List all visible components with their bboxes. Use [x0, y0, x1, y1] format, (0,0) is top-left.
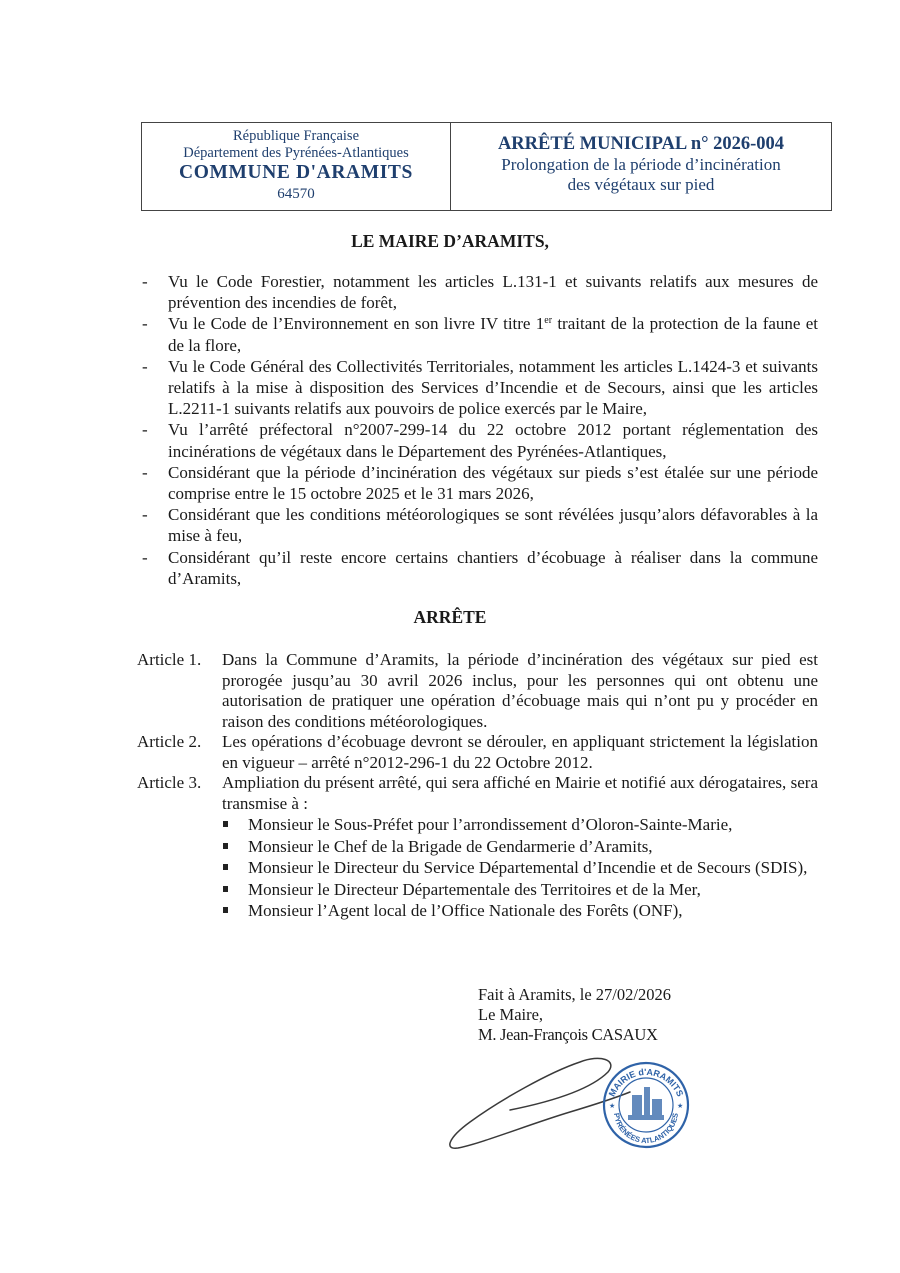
considerant-text: Vu le Code de l’Environnement en son livre IV titre 1	[168, 314, 545, 334]
dash-bullet: -	[142, 272, 148, 291]
recipient-item	[222, 900, 818, 922]
recipient-text: Monsieur le Chef de la Brigade de Gendarmerie d’Aramits,	[248, 836, 653, 856]
stamp-emblem-icon	[628, 1087, 664, 1120]
recipient-text: Monsieur le Directeur du Service Départemental d’Incendie et de Secours (SDIS),	[248, 858, 808, 877]
article-3	[137, 773, 818, 922]
square-bullet-icon	[223, 843, 228, 849]
recipient-item	[222, 879, 818, 901]
signature-and-stamp	[440, 1050, 700, 1160]
recipient-item	[222, 857, 818, 879]
considerant-item	[140, 419, 818, 461]
issuer-block	[142, 123, 451, 210]
article-text: Les opérations d’écobuage devront se dérouler, en appliquant strictement la législation en vigueur – arrêté n°2012-296-1 du 22 Octobre 2012.	[222, 732, 818, 772]
considerant-text: Considérant que les conditions météorologiques se sont révélées jusqu’alors défavorables à la mise à feu,	[168, 505, 818, 546]
article-label: Article 1.	[137, 650, 202, 669]
considerant-item	[140, 504, 818, 546]
dash-bullet: -	[142, 462, 148, 482]
recipient-text: Monsieur l’Agent local de l’Office Nationale des Forêts (ONF),	[248, 901, 683, 920]
recipient-text: Monsieur le Directeur Départementale des Territoires et de la Mer,	[248, 879, 701, 899]
article-1	[137, 650, 818, 732]
preamble-title: LE MAIRE D’ARAMITS,	[351, 231, 549, 251]
signature-block	[478, 985, 671, 1045]
recipient-item	[222, 836, 818, 858]
considerant-item	[140, 462, 818, 504]
article-body	[222, 773, 818, 922]
republic-label: République Française	[232, 128, 360, 144]
square-bullet-icon	[223, 821, 228, 827]
considerant-text: Vu le Code Général des Collectivités Territoriales, notamment les articles L.1424-3 et suivants relatifs à la mise à disposition des Services d’Incendie et de Secours, ainsi que les articles L.2211-1 suivants relatifs aux pouvoirs de police exercés par le Maire,	[168, 356, 818, 419]
dash-bullet: -	[142, 505, 148, 525]
article-2	[137, 732, 818, 773]
decree-subject-line2: des végétaux sur pied	[567, 175, 715, 194]
considerants-list	[140, 271, 818, 589]
considerant-text: Vu l’arrêté préfectoral n°2007-299-14 du 22 octobre 2012 portant réglementation des incinérations de végétaux dans le Département des Pyrénées-Atlantiques,	[168, 420, 818, 461]
signatory-name: M. Jean-François CASAUX	[478, 1025, 658, 1044]
square-bullet-icon	[223, 864, 228, 870]
official-stamp-icon	[604, 1063, 688, 1147]
considerant-item	[140, 271, 818, 313]
superscript: er	[544, 315, 553, 327]
decree-title-block	[451, 123, 831, 210]
commune-name: COMMUNE D'ARAMITS	[179, 162, 413, 183]
stamp-top-text: MAIRIE d'ARAMITS	[606, 1066, 686, 1099]
signatory-role: Le Maire,	[478, 1005, 544, 1024]
dash-bullet: -	[142, 547, 148, 567]
place-date: Fait à Aramits, le 27/02/2026	[478, 985, 671, 1004]
dash-bullet: -	[142, 314, 148, 334]
considerant-text: traitant de la protection de la faune et de la flore,	[168, 314, 818, 355]
articles-section	[137, 650, 818, 922]
department-label: Département des Pyrénées-Atlantiques	[183, 145, 409, 161]
svg-text:★: ★	[609, 1102, 616, 1110]
decision-title: ARRÊTE	[413, 607, 487, 627]
decree-number: ARRÊTÉ MUNICIPAL n° 2026-004	[497, 134, 785, 154]
document-header	[141, 122, 832, 211]
considerant-text: Considérant qu’il reste encore certains chantiers d’écobuage à réaliser dans la commune d’Aramits,	[168, 547, 818, 588]
article-label: Article 3.	[137, 773, 202, 792]
recipients-list	[222, 814, 818, 922]
postal-code: 64570	[277, 186, 315, 202]
square-bullet-icon	[223, 907, 228, 913]
article-text: Dans la Commune d’Aramits, la période d’incinération des végétaux sur pied est prorogée jusqu’au 30 avril 2026 inclus, pour les personnes qui ont obtenu une autorisation de pratiquer une opération d’écobuage mais qui n’ont pu y procéder en raison des conditions météorologiques.	[222, 650, 818, 731]
dash-bullet: -	[142, 356, 148, 376]
considerant-item	[140, 356, 818, 420]
square-bullet-icon	[223, 886, 228, 892]
dash-bullet: -	[142, 420, 148, 440]
svg-text:★: ★	[677, 1102, 684, 1110]
considerant-text: Vu le Code Forestier, notamment les articles L.131-1 et suivants relatifs aux mesures de prévention des incendies de forêt,	[168, 272, 818, 313]
recipient-item	[222, 814, 818, 836]
considerant-text: Considérant que la période d’incinération des végétaux sur pieds s’est étalée sur une période comprise entre le 15 octobre 2025 et le 31 mars 2026,	[168, 462, 818, 504]
considerant-item	[140, 313, 818, 355]
article-text: Ampliation du présent arrêté, qui sera affiché en Mairie et notifié aux dérogataires, sera transmise à :	[222, 773, 818, 813]
article-label: Article 2.	[137, 732, 202, 751]
stamp-bottom-text: PYRÉNÉES ATLANTIQUES	[612, 1112, 680, 1146]
recipient-text: Monsieur le Sous-Préfet pour l’arrondissement d’Oloron-Sainte-Marie,	[248, 815, 733, 834]
considerant-item	[140, 547, 818, 589]
decree-subject-line1: Prolongation de la période d’incinération	[501, 155, 781, 174]
